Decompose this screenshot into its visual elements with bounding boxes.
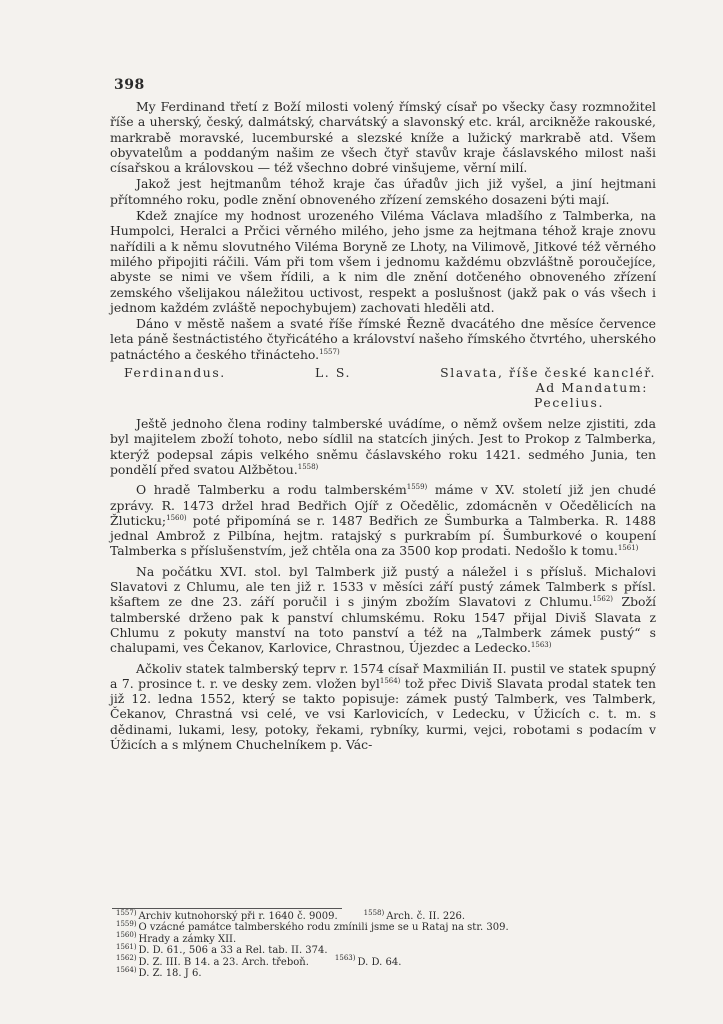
footnote-ref: 1561) bbox=[617, 544, 639, 553]
paragraph-sixteenth-century: Na počátku XVI. stol. byl Talmberk již pustý a náležel i s přísluš. Michalovi Slavatovi z Chlumu, ale ten již r. 1533 v měsíci září pustý zámek Talmberk s přísl. kšaftem ze dne 23. září poručil i s jiným zbožím Slavatovi z Chlumu.$^{1562)}$ Zboží talmberské drženo pak k panství chlumskému. Roku 1547 přijal Diviš Slavata z Chlumu z pokuty manství na toto panství a též na „Talmberk zámek pustý“ s chalupami, ves Čekanov, Karlovice, Chrastnou, Újezdec a Ledecko.$^{1563)}$ bbox=[110, 563, 656, 656]
paragraph-decree-dating: Dáno v městě našem a svaté říše římské Řezně dvacátého dne měsíce července leta páně šestnáctistého čtyřicátého a království našeho římského čtvrtého, uherského patnáctého a českého třinácteho.$^{1557)}$ bbox=[110, 316, 656, 362]
footnote-row bbox=[116, 965, 636, 980]
footnote-ref: 1558) bbox=[297, 462, 319, 471]
footnote-row bbox=[116, 942, 636, 957]
signature-ad-mandatum: Ad Mandatum: bbox=[535, 380, 648, 396]
footnote-ref: 1562) bbox=[592, 595, 614, 604]
signature-mandate bbox=[110, 380, 656, 410]
signature-seal: L. S. bbox=[314, 365, 352, 381]
paragraph-castle-history: O hradě Talmberku a rodu talmberském$^{1559)}$ máme v XV. století již jen chudé zprávy. R. 1473 držel hrad Bedřich Ojíř z Očedělic, zdomácněn v Očedělicích na Žluticku;$^{1560)}$ poté připomíná se r. 1487 Bedřich ze Šumburka a Talmberka. R. 1488 jednal Ambrož z Pilbína, hejtm. ratajský s purkrabím pí. Šumburkové o koupení Talmberka s příslušenstvím, jež chtěla ona za 3500 kop prodati. Nedošlo k tomu.$^{1561)}$ bbox=[110, 482, 656, 559]
paragraph-estate-sale: Ačkoliv statek talmberský teprv r. 1574 císař Maxmilián II. pustil ve statek spupný a 7. prosince t. r. ve desky zem. vložen byl$^{1564)}$ tož přec Diviš Slavata prodal statek ten již 12. ledna 1552, který se takto popisuje: zámek pustý Talmberk, ves Talmberk, Čekanov, Chrastná vsi celé, ve vsi Karlovicích, v Ledecku, v Úžicích c. t. m. s dědinami, lukami, lesy, potoky, řekami, rybníky, kurmi, vejci, robotami s podacím v Úžicích a s mlýnem Chuchelníkem p. Vác- bbox=[110, 660, 656, 752]
footnote-row bbox=[116, 908, 636, 922]
signature-pecelius: Pecelius. bbox=[534, 395, 604, 411]
footnote-ref: 1563) bbox=[530, 641, 552, 650]
footnote-1558: $^{1558)}$ Arch. č. II. 226. bbox=[363, 908, 466, 922]
footnote-row bbox=[116, 931, 636, 945]
body-text bbox=[110, 99, 656, 753]
footnote-ref: 1557) bbox=[319, 347, 340, 356]
page-number: 398 bbox=[114, 77, 145, 93]
footnote-row bbox=[116, 922, 636, 933]
footnote-divider bbox=[112, 908, 342, 909]
footnote-1559: $^{1559)}$ O vzácné památce talmberského rodu zmínili jsme se u Rataj na str. 309. bbox=[116, 920, 509, 934]
paragraph-prokop: Ještě jednoho člena rodiny talmberské uvádíme, o němž ovšem nelze zjistiti, zda byl majitelem zboží tohoto, nebo sídlil na statcích jiných. Jest to Prokop z Talmberka, kterýž podepsal zápis velkého sněmu čáslavského roku 1421. sedmého Junia, ten pondělí před svatou Alžbětou.$^{1558)}$ bbox=[110, 416, 656, 477]
footnote-1562: $^{1562)}$ D. Z. III. B 14. a 23. Arch. třeboň. bbox=[116, 954, 309, 968]
footnote-1561: $^{1561)}$ D. D. 61., 506 a 33 a Rel. tab. II. 374. bbox=[116, 942, 328, 957]
footnote-1563: $^{1563)}$ D. D. 64. bbox=[334, 954, 402, 968]
footnote-1557: $^{1557)}$ Archiv kutnohorský při r. 1640 č. 9009. bbox=[116, 908, 338, 922]
footnote-1560: $^{1560)}$ Hrady a zámky XII. bbox=[116, 931, 237, 945]
footnote-1564: $^{1564)}$ D. Z. 18. J 6. bbox=[116, 965, 202, 980]
footnote-ref: 1560) bbox=[166, 513, 187, 522]
footnote-row bbox=[116, 954, 636, 968]
paragraph-decree-appointment: Kdež znajíce my hodnost urozeného Viléma Václava mladšího z Talmberka, na Humpolci, Heralci a Prčici věrného milého, jeho jsme za hejtmana téhož kraje znovu nařídili a k němu slovutného Viléma Boryně ze Lhoty, na Vilimově, Jitkové též věrného milého připojiti ráčili. Vám při tom všem i jednomu každému obzvláštně poroučejíce, abyste se nimi ve všem řídili, a k nim dle znění dotčeného obnoveného zřízení zemského všelijakou náležitou uctivost, respekt a poslušnost (jakž pak o vás všech i jednom každém zvláště nepochybujem) zachovati hleděli atd. bbox=[110, 208, 656, 315]
signature-ferdinandus: Ferdinandus. bbox=[124, 365, 226, 381]
signature-line bbox=[124, 365, 656, 380]
footnote-ref: 1564) bbox=[379, 676, 401, 685]
paragraph-decree-term: Jakož jest hejtmanům téhož kraje čas úřadův jich již vyšel, a jiní hejtmani přítomného roku, podle znění obnoveného zřízení zemského dosazeni býti mají. bbox=[110, 176, 656, 207]
signature-slavata: Slavata, říše české kancléř. bbox=[440, 365, 656, 381]
footnote-ref: 1559) bbox=[406, 483, 428, 492]
paragraph-decree-opening: My Ferdinand třetí z Boží milosti volený římský císař po všecky časy rozmnožitel říše a uherský, český, dalmátský, charvátský a slavonský etc. král, arcikněže rakouské, markrabě moravské, lucemburské a slezské kníže a lužický markrabě atd. Všem obyvatelům a poddaným našim ze všech čtyř stavův kraje čáslavského milost naši císařskou a královskou — též všechno dobré vinšujeme, věrní milí. bbox=[110, 99, 656, 176]
footnotes bbox=[116, 908, 636, 980]
